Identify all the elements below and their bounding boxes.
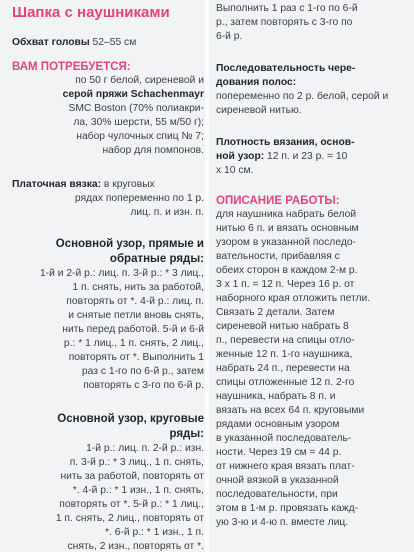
size-block xyxy=(12,36,202,50)
main-flat-line: раз с 1-го по 6-й р., затем xyxy=(81,366,204,377)
work-line: очной вязкой в указанной xyxy=(216,475,339,486)
work-line: обеих сторон в каждом 2-м р. xyxy=(216,265,358,276)
garter-block xyxy=(12,178,204,220)
main-round-line: п. 3-й р.: * 3 лиц., 1 п. снять, xyxy=(69,457,204,468)
size-value: 52–55 см xyxy=(92,37,137,48)
main-flat-line: повторять от *. 4-й р.: лиц. п. xyxy=(66,296,204,307)
garter-heading: Платочная вязка: xyxy=(12,179,102,190)
main-flat-line: повторять от *. Выполнить 1 xyxy=(68,352,204,363)
stripe-block xyxy=(216,62,408,118)
size-label: Обхват головы xyxy=(12,37,90,48)
stripe-line: сиреневой нитью. xyxy=(216,105,302,116)
work-line: ности. Через 19 см = 44 р. xyxy=(216,447,342,458)
work-heading: ОПИСАНИЕ РАБОТЫ: xyxy=(216,195,340,207)
work-line: вательности, прибавляя с xyxy=(216,251,340,262)
continuation-line: 6-й р. xyxy=(216,31,243,42)
main-flat-line: повторять с 3-го по 6-й р. xyxy=(83,380,204,391)
continuation-block xyxy=(216,2,408,44)
gauge-heading: Плотность вязания, основ- xyxy=(216,137,355,148)
stripe-heading-2: дования полос: xyxy=(216,77,297,88)
work-line: набрать 24 п., перевести на xyxy=(216,363,350,374)
materials-line: набор для помпонов. xyxy=(102,145,204,156)
main-flat-block xyxy=(12,237,204,393)
work-line: сиреневой нитью набрать 8 xyxy=(216,321,349,332)
stripe-line: попеременно по 2 р. белой, серой и xyxy=(216,91,389,102)
main-round-line: 1 п. снять, 2 лиц., повторять от xyxy=(55,513,204,524)
main-flat-heading: Основной узор, прямые и xyxy=(55,238,204,250)
work-line: спицы отложенные 12 п. 2-го xyxy=(216,377,355,388)
main-flat-line: 1-й и 2-й р.: лиц. п. 3-й р.: * 3 лиц., xyxy=(39,268,204,279)
work-line: для наушника набрать белой xyxy=(216,209,357,220)
gauge-line: 12 п. и 23 р. = 10 xyxy=(267,151,348,162)
main-flat-line: р.: * 1 лиц., 1 п. снять, 2 лиц., xyxy=(63,338,204,349)
work-line: последовательности, при xyxy=(216,489,338,500)
main-round-line: *. 4-й р.: * 1 изн., 1 п. снять, xyxy=(72,485,204,496)
main-flat-line: нить перед работой. 5-й и 6-й xyxy=(62,324,204,335)
main-flat-line: 1 п. снять, нить за работой, xyxy=(72,282,204,293)
work-line: ую 3-ю и 4-ю п. вместе лиц. xyxy=(216,517,349,528)
materials-line: серой пряжи Schachenmayr xyxy=(62,89,204,100)
garter-line: в круговых xyxy=(103,179,155,190)
main-round-line: 1-й р.: лиц. п. 2-й р.: изн. xyxy=(86,443,204,454)
work-line: женные 12 п. 1-го наушника, xyxy=(216,349,353,360)
work-line: рядами основным узором xyxy=(216,419,340,430)
materials-line: набор чулочных спиц № 7; xyxy=(76,131,204,142)
main-round-line: снять, 2 изн., повторять от *. xyxy=(67,541,204,552)
continuation-line: р., затем повторять с 3-го по xyxy=(216,17,353,28)
main-flat-line: и снятые петли вновь снять, xyxy=(68,310,204,321)
gauge-line: х 10 см. xyxy=(216,165,254,176)
main-round-line: нить за работой, повторять от xyxy=(60,471,204,482)
work-line: в указанной последователь- xyxy=(216,433,352,444)
work-line: узором в указанной последо- xyxy=(216,237,356,248)
main-round-line: повторять от *. 5-й р.: * 1 лиц., xyxy=(59,499,204,510)
gauge-block xyxy=(216,136,408,178)
work-line: Связать 2 детали. Затем xyxy=(216,307,335,318)
work-line: от нижнего края вязать плат- xyxy=(216,461,355,472)
materials-line: ла, 30% шерсти, 55 м/50 г); xyxy=(73,117,204,128)
work-line: 3 х 1 п. = 12 п. Через 16 р. от xyxy=(216,279,355,290)
work-line: нитью 6 п. и вязать основным xyxy=(216,223,359,234)
work-line: п., перевести на спицы отло- xyxy=(216,335,355,346)
main-round-line: *. 6-й р.: * 1 изн., 1 п. xyxy=(104,527,204,538)
work-block xyxy=(216,194,408,530)
stripe-heading: Последовательность чере- xyxy=(216,63,356,74)
gauge-heading-2: ной узор: xyxy=(216,151,265,162)
page-title: Шапка с наушниками xyxy=(12,4,170,21)
main-round-block xyxy=(12,412,204,554)
garter-line: рядах попеременно по 1 р. xyxy=(74,193,204,204)
materials-block xyxy=(12,60,204,158)
garter-line: лиц. п. и изн. п. xyxy=(130,207,204,218)
work-line: вязать на всех 64 п. круговыми xyxy=(216,405,365,416)
continuation-line: Выполнить 1 раз с 1-го по 6-й xyxy=(216,3,358,14)
materials-line: по 50 г белой, сиреневой и xyxy=(75,75,204,86)
materials-heading: ВАМ ПОТРЕБУЕТСЯ: xyxy=(12,61,131,73)
work-line: наушника, набрать 8 п. и xyxy=(216,391,336,402)
materials-line: SMC Boston (70% полиакри- xyxy=(68,103,204,114)
main-flat-heading-2: обратные ряды: xyxy=(109,253,204,265)
work-line: наборного края отложить петли. xyxy=(216,293,371,304)
main-round-heading-2: ряды: xyxy=(169,428,204,440)
work-line: этом в 1-м р. провязать кажд- xyxy=(216,503,359,514)
main-round-heading: Основной узор, круговые xyxy=(57,413,204,425)
